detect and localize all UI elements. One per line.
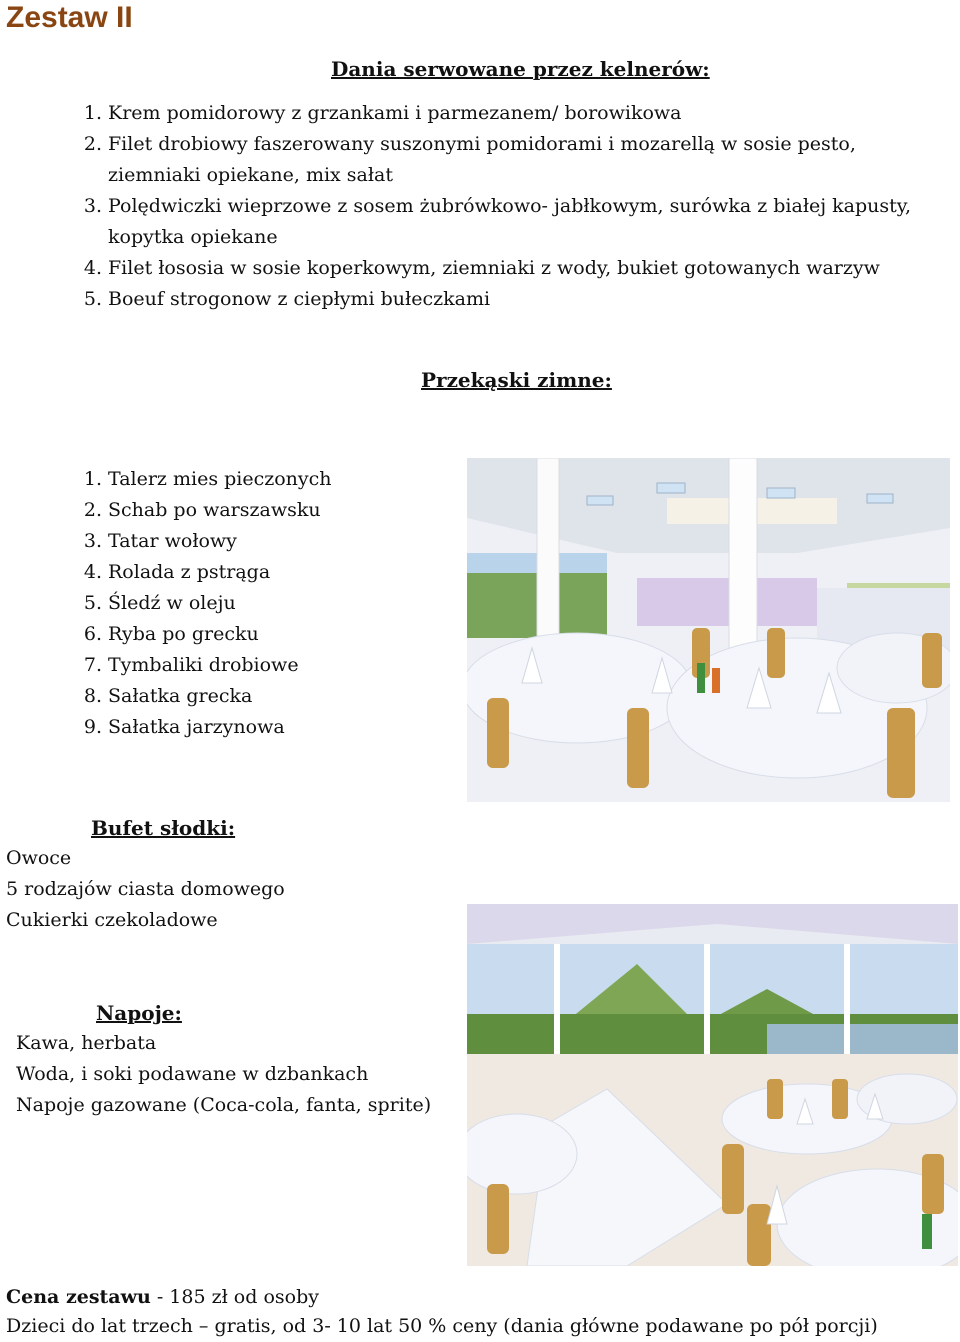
list-number: 6. xyxy=(83,623,102,645)
sweet-item: Cukierki czekoladowe xyxy=(6,909,218,931)
list-item-text: Krem pomidorowy z grzankami i parmezanem/ borowikowa xyxy=(108,102,682,124)
drink-item: Kawa, herbata xyxy=(16,1032,157,1054)
list-item-text: Tymbaliki drobiowe xyxy=(108,654,299,676)
drinks-list xyxy=(16,1028,431,1121)
sweet-buffet-heading: Bufet słodki: xyxy=(91,816,236,840)
cold-starters-heading: Przekąski zimne: xyxy=(421,368,612,392)
sweet-item: 5 rodzajów ciasta domowego xyxy=(6,878,285,900)
page-title: Zestaw II xyxy=(6,1,133,34)
price-line xyxy=(6,1282,319,1313)
list-number: 1. xyxy=(83,468,102,490)
list-item-text: Polędwiczki wieprzowe z sosem żubrówkowo- jabłkowym, surówka z białej kapusty, xyxy=(108,195,912,217)
banquet-hall-window-photo xyxy=(467,904,958,1266)
list-number: 9. xyxy=(83,716,102,738)
list-item-text: Sałatka jarzynowa xyxy=(108,716,285,738)
list-item-text: Talerz mies pieczonych xyxy=(108,468,332,490)
list-item-text: Tatar wołowy xyxy=(108,530,237,552)
drink-item: Napoje gazowane (Coca-cola, fanta, sprite) xyxy=(16,1094,432,1116)
banquet-hall-photo xyxy=(467,458,950,802)
list-number: 5. xyxy=(83,592,102,614)
price-label: Cena zestawu xyxy=(6,1286,151,1308)
main-dishes-list xyxy=(83,98,912,315)
list-item-text: ziemniaki opiekane, mix sałat xyxy=(108,164,393,186)
list-item-text: Rolada z pstrąga xyxy=(108,561,271,583)
main-dishes-heading: Dania serwowane przez kelnerów: xyxy=(331,57,710,81)
price-value: - 185 zł od osoby xyxy=(150,1286,319,1308)
list-item xyxy=(83,191,912,253)
list-number: 4. xyxy=(83,257,102,279)
sweet-buffet-list xyxy=(6,843,285,936)
list-item xyxy=(83,681,332,712)
list-item-text: Schab po warszawsku xyxy=(108,499,321,521)
list-number: 3. xyxy=(83,195,102,217)
list-number: 2. xyxy=(83,499,102,521)
list-item xyxy=(83,619,332,650)
list-number: 5. xyxy=(83,288,102,310)
list-item xyxy=(83,526,332,557)
list-number: 3. xyxy=(83,530,102,552)
list-number: 8. xyxy=(83,685,102,707)
drinks-heading: Napoje: xyxy=(96,1001,182,1025)
list-item xyxy=(83,557,332,588)
list-item-text: Filet łososia w sosie koperkowym, ziemniaki z wody, bukiet gotowanych warzyw xyxy=(108,257,880,279)
list-item-text: Boeuf strogonow z ciepłymi bułeczkami xyxy=(108,288,491,310)
list-item xyxy=(83,650,332,681)
list-item-text: Ryba po grecku xyxy=(108,623,259,645)
list-item-text: Sałatka grecka xyxy=(108,685,253,707)
list-number: 7. xyxy=(83,654,102,676)
list-item-text: Śledź w oleju xyxy=(108,592,236,614)
list-item xyxy=(83,464,332,495)
list-item xyxy=(83,495,332,526)
list-item xyxy=(83,98,911,129)
drink-item: Woda, i soki podawane w dzbankach xyxy=(16,1063,369,1085)
list-number: 1. xyxy=(83,102,102,124)
list-item xyxy=(83,284,911,315)
list-item xyxy=(83,712,332,743)
list-item xyxy=(83,129,911,191)
list-item-text: Filet drobiowy faszerowany suszonymi pomidorami i mozarellą w sosie pesto, xyxy=(108,133,856,155)
list-item xyxy=(83,588,332,619)
children-price-note: Dzieci do lat trzech – gratis, od 3- 10 lat 50 % ceny (dania główne podawane po pół porcji) xyxy=(6,1315,878,1337)
cold-starters-list xyxy=(83,464,332,743)
list-number: 4. xyxy=(83,561,102,583)
list-number: 2. xyxy=(83,133,102,155)
sweet-item: Owoce xyxy=(6,847,72,869)
list-item-text: kopytka opiekane xyxy=(108,226,278,248)
list-item xyxy=(83,253,911,284)
